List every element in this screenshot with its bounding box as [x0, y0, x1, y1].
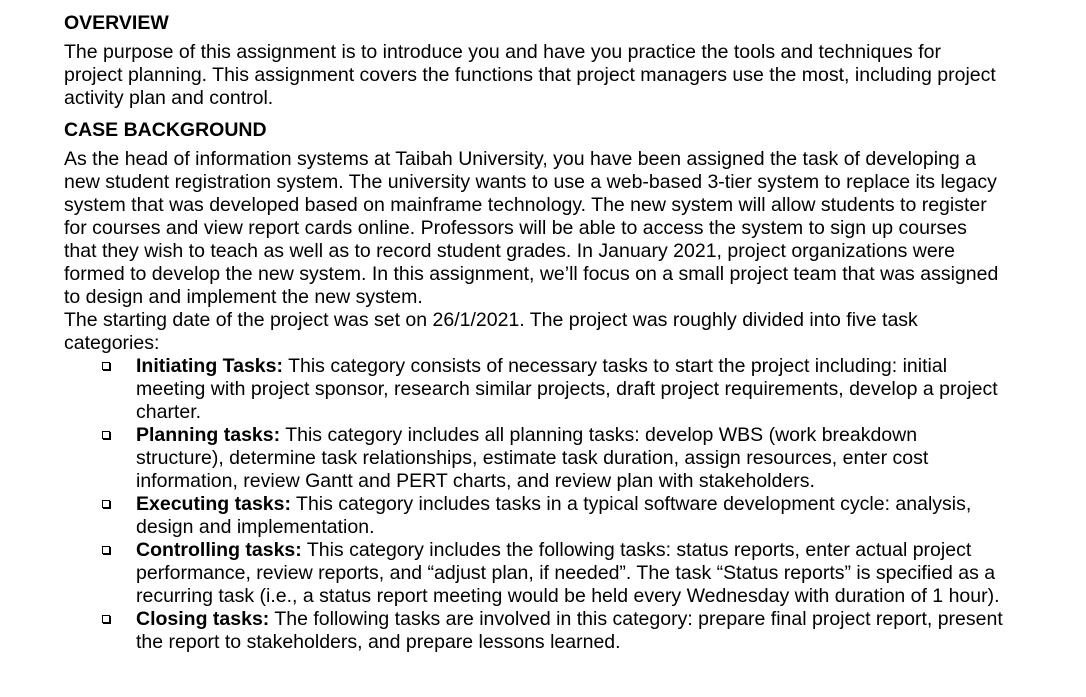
task-category-description: This category includes tasks in a typical software development cycle: analysis, design and implementation.	[136, 493, 972, 538]
task-category-list	[64, 355, 1004, 654]
square-bullet-icon	[102, 615, 110, 623]
document-page	[64, 12, 1004, 654]
square-bullet-icon	[102, 362, 110, 370]
case-background-paragraph-1: As the head of information systems at Taibah University, you have been assigned the task of developing a new student registration system. The university wants to use a web-based 3-tier system to replace its legacy system that was developed based on mainframe technology. The new system will allow students to register for courses and view report cards online. Professors will be able to access the system to sign up courses that they wish to teach as well as to record student grades. In January 2021, project organizations were formed to develop the new system. In this assignment, we’ll focus on a small project team that was assigned to design and implement the new system.	[64, 148, 999, 308]
list-item	[136, 539, 1004, 608]
list-item	[136, 608, 1004, 654]
task-category-description: The following tasks are involved in this category: prepare final project report, present the report to stakeholders, and prepare lessons learned.	[136, 608, 1003, 653]
task-category-name: Executing tasks:	[136, 493, 291, 515]
task-category-name: Initiating Tasks:	[136, 355, 283, 377]
task-category-description: This category includes all planning tasks: develop WBS (work breakdown structure), determine task relationships, estimate task duration, assign resources, enter cost information, review Gantt and PERT charts, and review plan with stakeholders.	[136, 424, 929, 492]
task-category-name: Controlling tasks:	[136, 539, 302, 561]
square-bullet-icon	[102, 546, 110, 554]
case-background-paragraph-2: The starting date of the project was set on 26/1/2021. The project was roughly divided into five task categories:	[64, 309, 918, 354]
list-item	[136, 493, 1004, 539]
list-item	[136, 355, 1004, 424]
overview-heading: OVERVIEW	[64, 12, 169, 34]
task-category-description: This category includes the following tasks: status reports, enter actual project performance, review reports, and “adjust plan, if needed”. The task “Status reports” is specified as a recurring task (i.e., a status report meeting would be held every Wednesday with duration of 1 hour).	[136, 539, 1000, 607]
task-category-name: Planning tasks:	[136, 424, 281, 446]
list-item	[136, 424, 1004, 493]
case-background-heading: CASE BACKGROUND	[64, 119, 267, 141]
square-bullet-icon	[102, 431, 110, 439]
task-category-description: This category consists of necessary tasks to start the project including: initial meeting with project sponsor, research similar projects, draft project requirements, develop a project charter.	[136, 355, 998, 423]
square-bullet-icon	[102, 500, 110, 508]
task-category-name: Closing tasks:	[136, 608, 270, 630]
overview-paragraph: The purpose of this assignment is to introduce you and have you practice the tools and techniques for project planning. This assignment covers the functions that project managers use the most, including project activity plan and control.	[64, 41, 996, 109]
